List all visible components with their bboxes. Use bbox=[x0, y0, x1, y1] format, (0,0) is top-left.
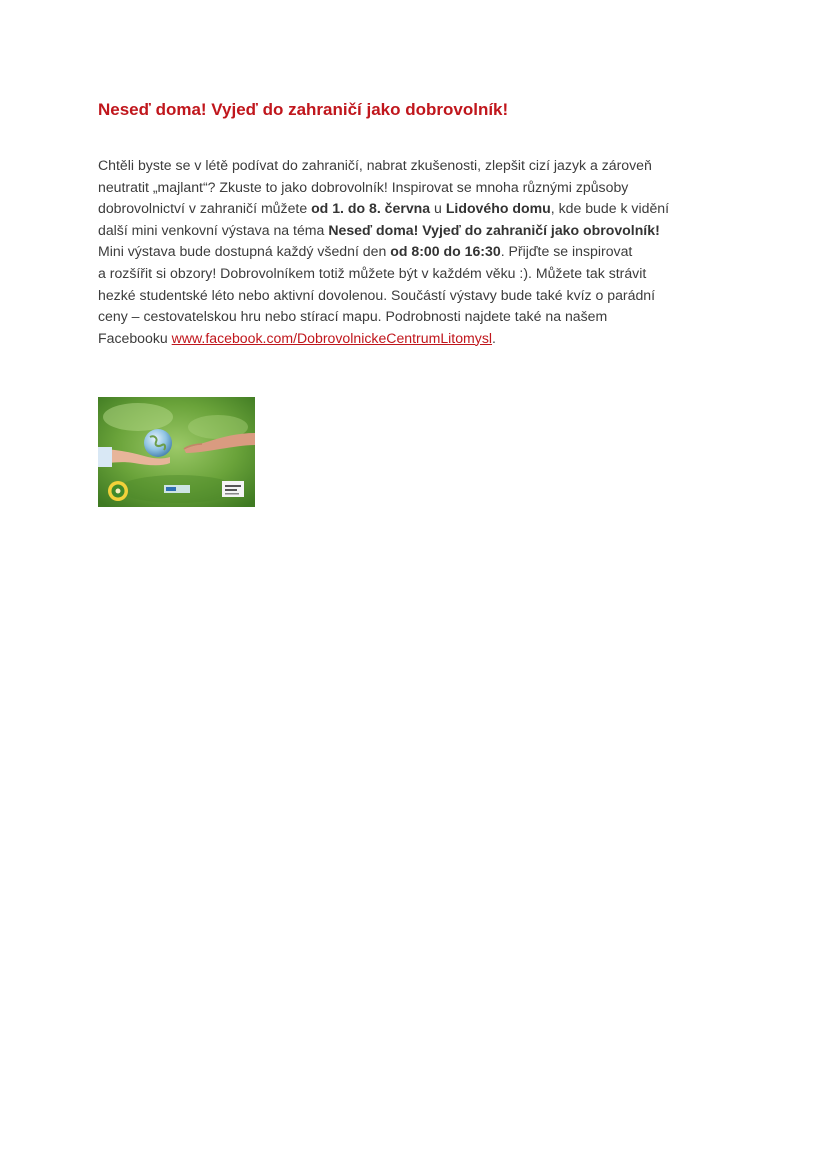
text-run: Facebooku bbox=[98, 329, 172, 346]
exhibition-title-bold: Neseď doma! Vyjeď do zahraničí jako obrovolník! bbox=[328, 221, 660, 238]
text-line bbox=[98, 220, 718, 242]
text-run: dobrovolnictví v zahraničí můžete bbox=[98, 200, 312, 217]
page-title: Neseď doma! Vyjeď do zahraničí jako dobrovolník! bbox=[98, 100, 509, 119]
facebook-link[interactable]: www.facebook.com/DobrovolnickeCentrumLitomysl bbox=[171, 329, 493, 346]
text-line: Chtěli byste se v létě podívat do zahraničí, nabrat zkušenosti, zlepšit cizí jazyk a zároveň bbox=[98, 157, 652, 173]
text-line bbox=[98, 328, 718, 350]
venue-bold: Lidového domu bbox=[445, 200, 551, 217]
text-run: , kde bude k vidění bbox=[550, 200, 670, 217]
text-line: ceny – cestovatelskou hru nebo stírací mapu. Podrobnosti najdete také na našem bbox=[98, 308, 608, 325]
text-line: neutratit „majlant“? Zkuste to jako dobrovolník! Inspirovat se mnoha různými způsoby bbox=[98, 178, 629, 195]
opening-hours-bold: od 8:00 do 16:30 bbox=[390, 243, 501, 260]
text-run: . bbox=[492, 329, 496, 346]
text-line bbox=[98, 241, 718, 263]
text-line: a rozšířit si obzory! Dobrovolníkem totiž můžete být v každém věku :). Můžete tak strávit bbox=[98, 264, 647, 281]
text-run: další mini venkovní výstava na téma bbox=[98, 221, 329, 238]
text-line: hezké studentské léto nebo aktivní dovolenou. Součástí výstavy bude také kvíz o parádní bbox=[98, 286, 656, 303]
text-line bbox=[98, 198, 718, 220]
text-run: Mini výstava bude dostupná každý všední den bbox=[98, 243, 391, 260]
hands-globe-photo bbox=[98, 397, 255, 507]
text-run: . Přijďte se inspirovat bbox=[500, 243, 633, 260]
date-range-bold: od 1. do 8. června bbox=[311, 200, 431, 217]
body-paragraph bbox=[98, 155, 718, 349]
text-run: u bbox=[430, 200, 446, 217]
